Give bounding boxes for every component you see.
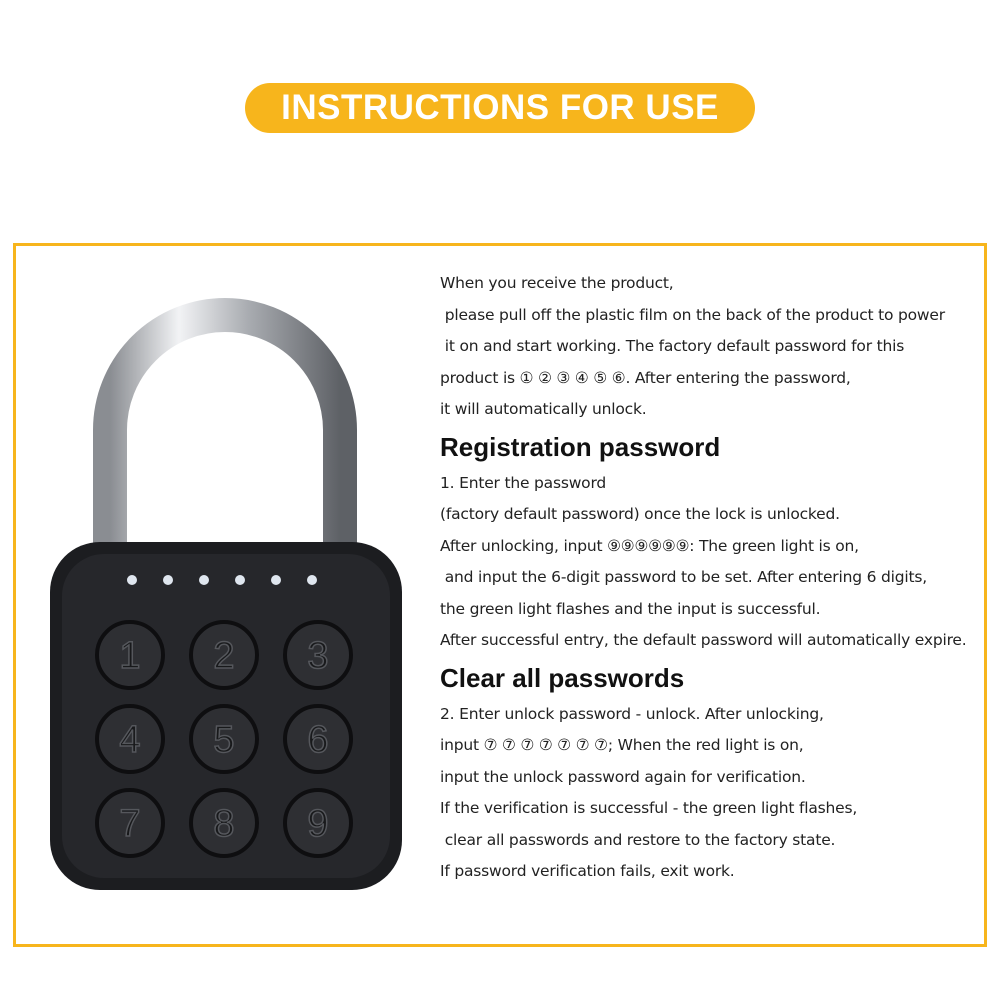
section-heading: Registration password [440, 431, 721, 462]
intro-line: product is ① ② ③ ④ ⑤ ⑥. After entering the password, [440, 368, 851, 387]
intro-line: it on and start working. The factory default password for this [440, 337, 905, 355]
instruction-line: input the unlock password again for verification. [440, 767, 806, 786]
keypad-digit: 7 [119, 803, 141, 845]
keypad-digit: 2 [213, 635, 235, 677]
led-indicator [199, 575, 209, 585]
instruction-line: After successful entry, the default password will automatically expire. [440, 631, 967, 649]
instruction-line: input ⑦ ⑦ ⑦ ⑦ ⑦ ⑦ ⑦; When the red light is on, [440, 736, 804, 754]
keypad-digit: 9 [307, 803, 329, 845]
padlock-image [40, 290, 420, 900]
keypad-digit: 3 [307, 635, 329, 677]
instruction-line: (factory default password) once the lock is unlocked. [440, 505, 840, 523]
title-banner: INSTRUCTIONS FOR USE [245, 83, 755, 133]
intro-line: please pull off the plastic film on the back of the product to power [440, 305, 945, 324]
keypad-digit: 8 [213, 803, 235, 845]
led-indicator [127, 575, 137, 585]
led-indicator [163, 575, 173, 585]
instruction-line: After unlocking, input ⑨⑨⑨⑨⑨⑨: The green light is on, [440, 536, 859, 555]
section-heading: Clear all passwords [440, 662, 685, 693]
instruction-line: and input the 6-digit password to be set. After entering 6 digits, [440, 568, 927, 586]
keypad-digit: 4 [119, 719, 141, 761]
instruction-line: 1. Enter the password [440, 473, 606, 492]
shackle [110, 315, 340, 550]
led-indicator [307, 575, 317, 585]
keypad-digit: 1 [119, 635, 141, 677]
instruction-line: If password verification fails, exit work. [440, 862, 735, 880]
keypad-digit: 5 [213, 719, 235, 761]
instructions-text [440, 268, 985, 888]
led-indicator [271, 575, 281, 585]
intro-line: it will automatically unlock. [440, 400, 647, 418]
keypad-digit: 6 [307, 719, 329, 761]
led-indicator [235, 575, 245, 585]
instruction-line: 2. Enter unlock password - unlock. After unlocking, [440, 704, 824, 723]
instruction-line: clear all passwords and restore to the factory state. [440, 830, 836, 849]
instruction-line: If the verification is successful - the green light flashes, [440, 799, 858, 817]
instruction-line: the green light flashes and the input is successful. [440, 599, 821, 618]
intro-line: When you receive the product, [440, 274, 674, 292]
